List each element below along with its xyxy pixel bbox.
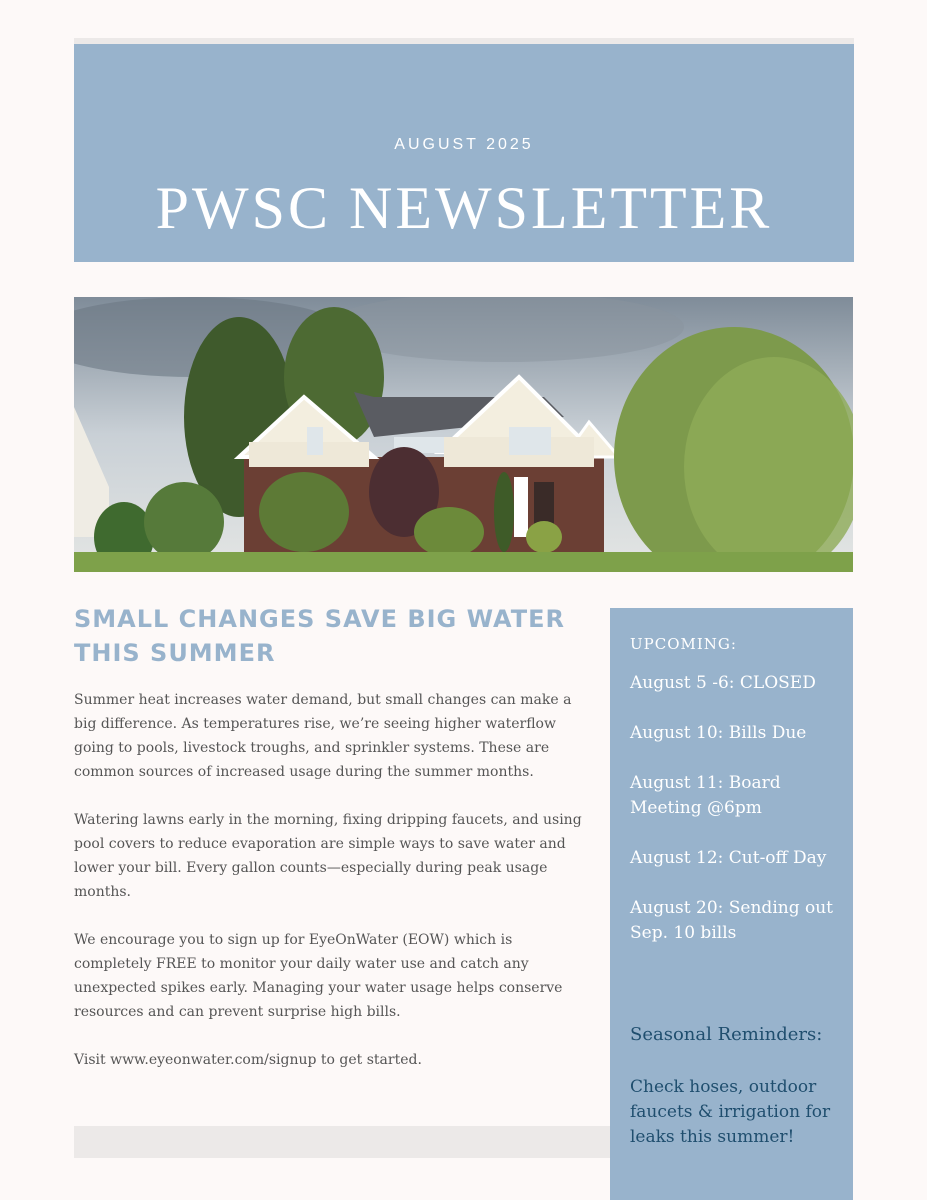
article-paragraph: Watering lawns early in the morning, fixing dripping faucets, and using pool covers to reduce evaporation are simple ways to save water and lower your bill. Every gallon counts—especially during peak usage months. bbox=[74, 812, 582, 900]
house-photo bbox=[74, 297, 853, 572]
upcoming-title: UPCOMING: bbox=[630, 635, 737, 653]
article-paragraph: Visit www.eyeonwater.com/signup to get started. bbox=[74, 1052, 422, 1068]
event-item: August 20: Sending out Sep. 10 bills bbox=[630, 898, 834, 943]
issue-date: AUGUST 2025 bbox=[394, 136, 534, 153]
seasonal-reminders-title: Seasonal Reminders: bbox=[630, 1024, 823, 1045]
newsletter-title: PWSC NEWSLETTER bbox=[155, 175, 773, 241]
article-paragraph: Summer heat increases water demand, but small changes can make a big difference. As temperatures rise, we’re seeing higher waterflow going to pools, livestock troughs, and sprinkler systems. These are common sources of increased usage during the summer months. bbox=[74, 692, 572, 780]
article-paragraph: We encourage you to sign up for EyeOnWater (EOW) which is completely FREE to monitor your daily water use and catch any unexpected spikes early. Managing your water usage helps conserve resources and can prevent surprise high bills. bbox=[74, 932, 563, 1020]
event-item: August 11: Board Meeting @6pm bbox=[630, 773, 781, 818]
event-item: August 5 -6: CLOSED bbox=[630, 673, 816, 693]
footer-band bbox=[74, 1126, 610, 1158]
event-item: August 10: Bills Due bbox=[630, 723, 807, 743]
article-title: SMALL CHANGES SAVE BIG WATER THIS SUMMER bbox=[74, 605, 565, 667]
event-list bbox=[630, 671, 845, 971]
seasonal-reminders-text: Check hoses, outdoor faucets & irrigation for leaks this summer! bbox=[630, 1077, 831, 1147]
upcoming-sidebar bbox=[610, 608, 853, 1200]
article-body bbox=[74, 688, 584, 1096]
newsletter-header bbox=[74, 44, 854, 262]
event-item: August 12: Cut-off Day bbox=[630, 848, 827, 868]
